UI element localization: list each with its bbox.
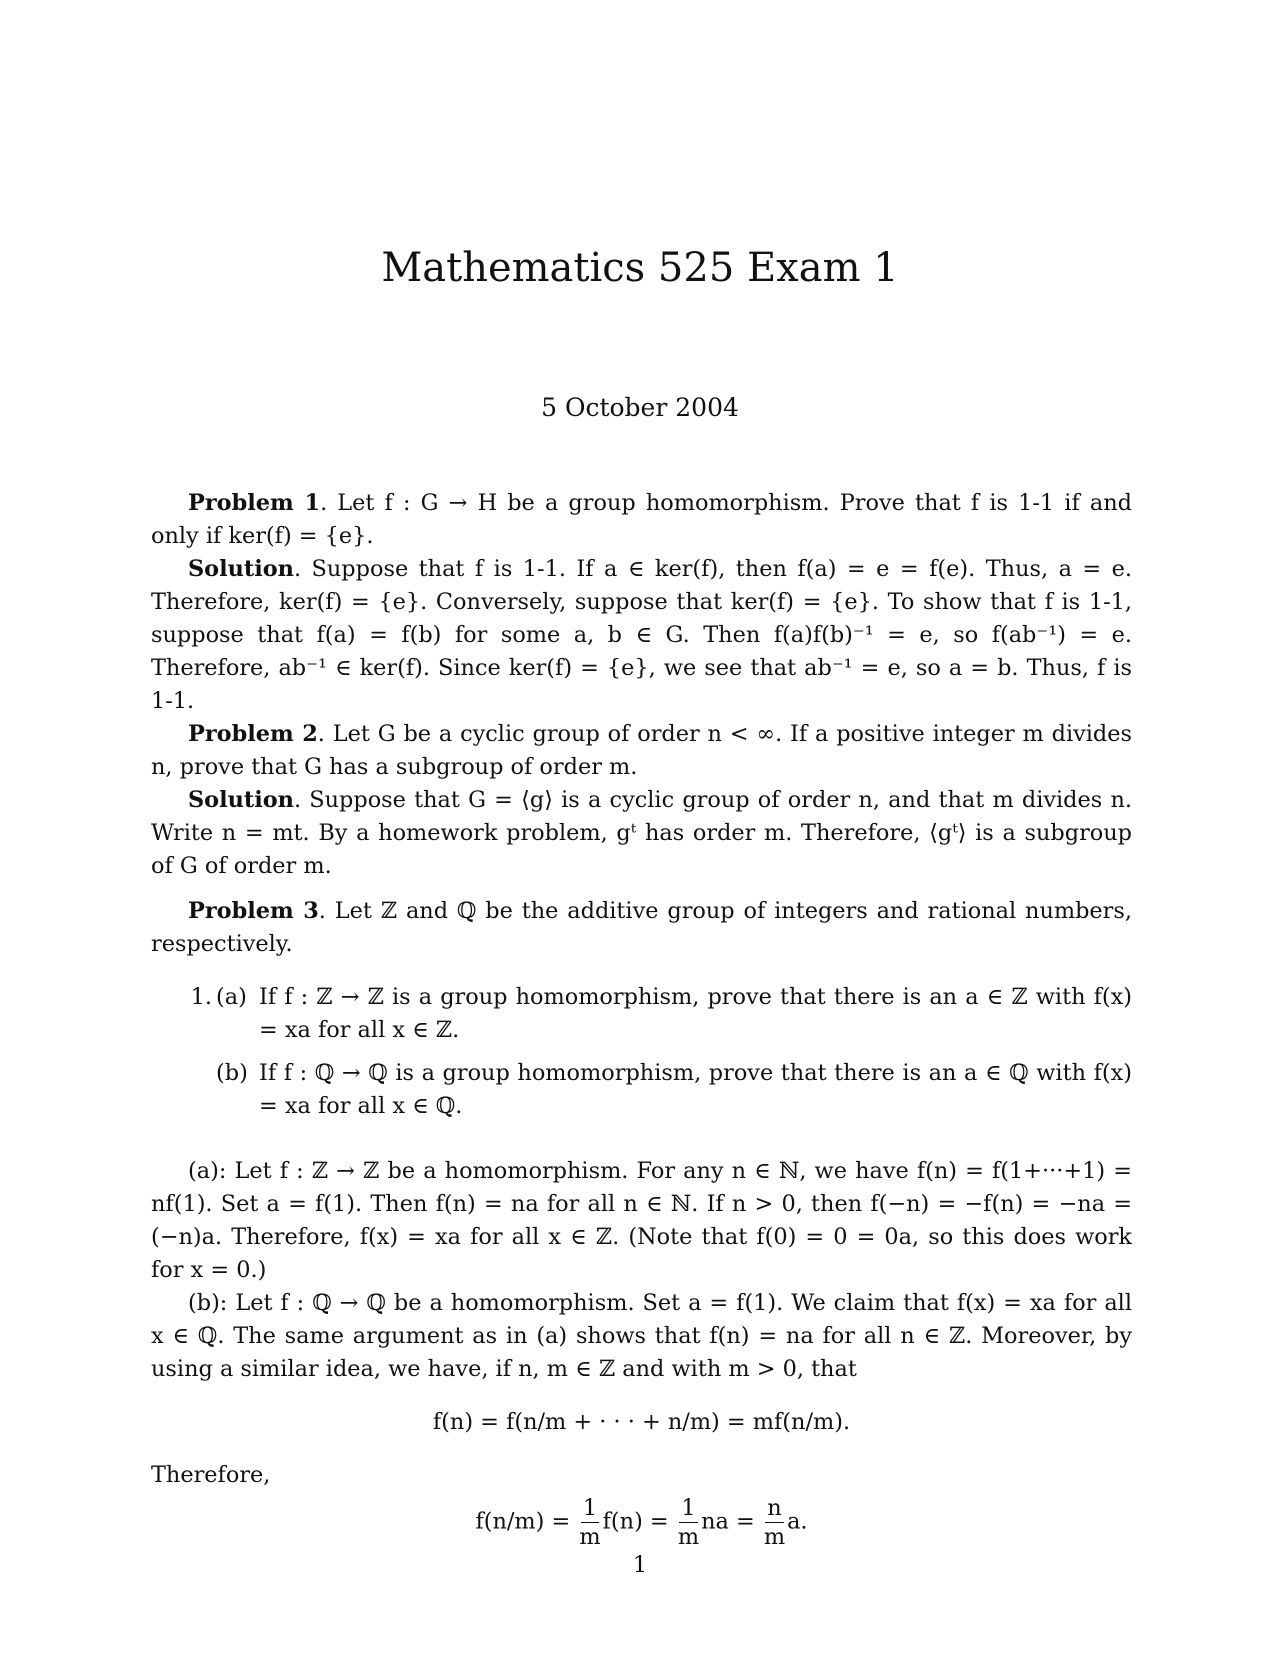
item-b-label: (b) xyxy=(216,1060,248,1086)
eq2-mid1: f(n) = xyxy=(602,1508,669,1535)
fraction-3-num: n xyxy=(767,1495,782,1521)
display-equation-2 xyxy=(151,1494,1132,1551)
problem-2-label: Problem 2 xyxy=(188,721,318,747)
list-item-a xyxy=(216,981,1132,1047)
eq2-lhs: f(n/m) = xyxy=(475,1508,571,1535)
problem-3-list xyxy=(151,981,1132,1133)
fraction-1-num: 1 xyxy=(582,1495,598,1521)
list-item-b xyxy=(216,1057,1132,1123)
fraction-1-den: m xyxy=(579,1524,601,1550)
eq2-mid2: na = xyxy=(701,1508,755,1535)
problem-1-label: Problem 1 xyxy=(188,490,321,516)
solution-1-label: Solution xyxy=(188,556,294,582)
page-title: Mathematics 525 Exam 1 xyxy=(381,245,899,291)
display-equation-1: f(n) = f(n/m + · · · + n/m) = mf(n/m). xyxy=(432,1409,851,1435)
item-a-label: (a) xyxy=(216,984,247,1010)
problem-3-text: . Let ℤ and ℚ be the additive group of integers and rational numbers, respectively. xyxy=(151,898,1132,957)
fraction-2-den: m xyxy=(677,1524,700,1550)
exam-body xyxy=(151,487,1132,1551)
solution-3b: (b): Let f : ℚ → ℚ be a homomorphism. Set a = f(1). We claim that f(x) = xa for all x ∈ ℚ. The same argument as in (a) shows that f(n) = na for all n ∈ ℤ. Moreover, by using a similar idea, we have, if n, m ∈ ℤ and with m > 0, that xyxy=(151,1290,1132,1382)
page-number: 1 xyxy=(632,1552,648,1578)
solution-3a: (a): Let f : ℤ → ℤ be a homomorphism. For any n ∈ ℕ, we have f(n) = f(1+···+1) = nf(1). Set a = f(1). Then f(n) = na for all n ∈ ℕ. If n > 0, then f(−n) = −f(n) = −na = (−n)a. Therefore, f(x) = xa for all x ∈ ℤ. (Note that f(0) = 0 = 0a, so this does work for x = 0.) xyxy=(151,1158,1132,1283)
problem-3-label: Problem 3 xyxy=(188,898,319,924)
therefore-text: Therefore, xyxy=(151,1462,271,1488)
fraction-1 xyxy=(579,1494,600,1551)
item-a-text: If f : ℤ → ℤ is a group homomorphism, prove that there is an a ∈ ℤ with f(x) = xa for all x ∈ ℤ. xyxy=(259,984,1132,1043)
item-b-text: If f : ℚ → ℚ is a group homomorphism, prove that there is an a ∈ ℚ with f(x) = xa for all x ∈ ℚ. xyxy=(259,1060,1132,1119)
problem-1-text: . Let f : G → H be a group homomorphism. Prove that f is 1-1 if and only if ker(f) = {e}. xyxy=(151,490,1132,549)
list-number: 1. xyxy=(190,984,212,1010)
solution-2 xyxy=(151,784,1132,883)
solution-1-text: . Suppose that f is 1-1. If a ∈ ker(f), then f(a) = e = f(e). Thus, a = e. Therefore, ker(f) = {e}. Conversely, suppose that ker(f) = {e}. To show that f is 1-1, suppose that f(a) = f(b) for some a, b ∈ G. Then f(a)f(b)⁻¹ = e, so f(ab⁻¹) = e. Therefore, ab⁻¹ ∈ ker(f). Since ker(f) = {e}, we see that ab⁻¹ = e, so a = b. Thus, f is 1-1. xyxy=(151,556,1132,714)
solution-1 xyxy=(151,553,1132,718)
fraction-2 xyxy=(678,1494,699,1551)
exam-date: 5 October 2004 xyxy=(541,393,739,422)
problem-3 xyxy=(151,895,1132,961)
problem-1 xyxy=(151,487,1132,553)
eq2-end: a. xyxy=(787,1508,808,1535)
problem-2 xyxy=(151,718,1132,784)
fraction-3-den: m xyxy=(763,1524,786,1550)
solution-2-text: . Suppose that G = ⟨g⟩ is a cyclic group of order n, and that m divides n. Write n = mt. By a homework problem, gᵗ has order m. Therefore, ⟨gᵗ⟩ is a subgroup of G of order m. xyxy=(151,787,1132,879)
problem-2-text: . Let G be a cyclic group of order n < ∞. If a positive integer m divides n, prove that G has a subgroup of order m. xyxy=(151,721,1132,780)
solution-2-label: Solution xyxy=(188,787,294,813)
fraction-2-num: 1 xyxy=(681,1495,696,1521)
fraction-3 xyxy=(764,1494,785,1551)
